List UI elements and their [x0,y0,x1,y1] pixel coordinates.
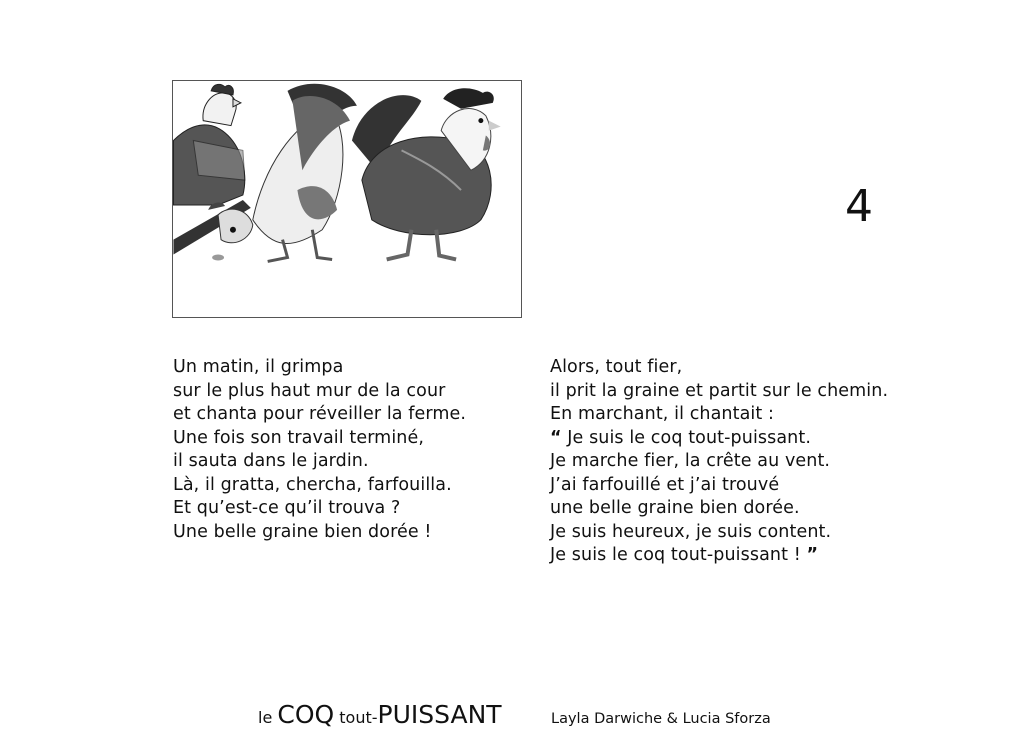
title-coq: COQ [277,700,335,729]
text-line [550,544,888,568]
text-line [550,427,888,451]
roosters-icon [173,81,521,317]
text-line: Une belle graine bien dorée ! [173,521,432,542]
roosters-illustration [172,80,522,318]
text-line: sur le plus haut mur de la cour [173,380,446,401]
story-text-left [173,356,466,544]
text-line: J’ai farfouillé et j’ai trouvé [550,474,780,495]
song-line: Je suis le coq tout-puissant ! [550,545,807,565]
open-quote: “ [550,427,562,448]
standing-rooster [352,88,501,259]
text-line: il sauta dans le jardin. [173,451,369,471]
text-line: il prit la graine et partit sur le chemin. [550,380,889,401]
text-line: et chanta pour réveiller la ferme. [173,404,467,424]
title-puissant: PUISSANT [377,700,502,729]
page-number: 4 [845,181,873,232]
text-line: En marchant, il chantait : [550,404,774,424]
book-authors: Layla Darwiche & Lucia Sforza [551,711,771,727]
text-line: Et qu’est-ce qu’il trouva ? [173,498,401,518]
text-line: Alors, tout fier, [550,357,683,377]
text-line: Je marche fier, la crête au vent. [550,451,831,471]
close-quote: ” [806,545,819,565]
text-line: Là, il gratta, chercha, farfouilla. [173,474,452,495]
text-line: Je suis heureux, je suis content. [550,521,832,542]
text-line: une belle graine bien dorée. [550,498,800,518]
title-le: le [258,708,278,727]
title-tout: tout- [334,708,378,727]
story-text-right [550,356,888,568]
text-line: Une fois son travail terminé, [173,427,425,448]
book-title [258,700,502,729]
left-rooster [173,84,244,205]
song-line: Je suis le coq tout-puissant. [561,427,811,448]
text-line: Un matin, il grimpa [173,357,344,377]
